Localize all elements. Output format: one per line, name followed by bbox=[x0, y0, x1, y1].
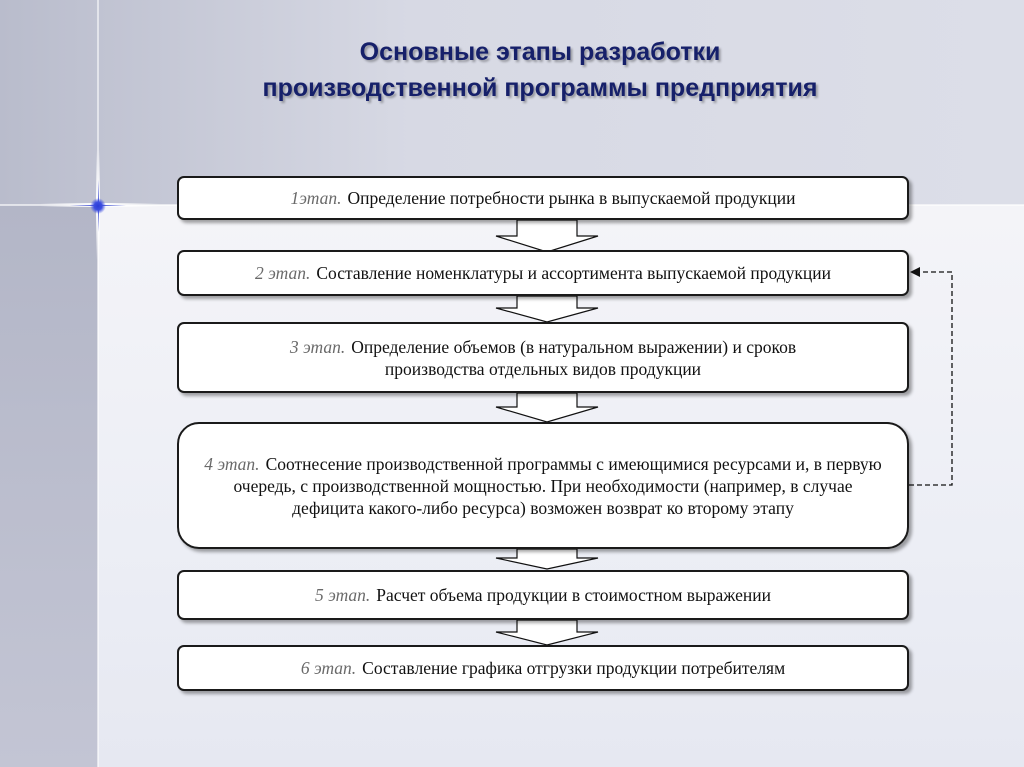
stage-text-4: Соотнесение производственной программы с имеющимися ресурсами и, в первую очередь, с производственной мощностью. При необходимости (например, в случае дефицита какого-либо ресурса) возможен возврат ко второму этапу bbox=[233, 453, 882, 518]
stage-content-2 bbox=[255, 262, 831, 284]
stage-text-6: Составление графика отгрузки продукции потребителям bbox=[362, 658, 786, 678]
stage-content-5 bbox=[315, 584, 771, 606]
stage-box-2 bbox=[177, 250, 909, 296]
down-arrow-icon-1 bbox=[496, 220, 598, 252]
stage-content-4 bbox=[197, 453, 889, 519]
stage-label-1: 1этап. bbox=[290, 188, 342, 208]
stage-label-2: 2 этап. bbox=[255, 263, 311, 283]
stage-box-4 bbox=[177, 422, 909, 549]
stage-content-1 bbox=[291, 187, 796, 209]
stage-box-3 bbox=[177, 322, 909, 393]
stage-label-5: 5 этап. bbox=[314, 585, 371, 605]
stage-text-5: Расчет объема продукции в стоимостном выражении bbox=[376, 585, 772, 605]
title-line-1: Основные этапы разработки bbox=[359, 38, 721, 66]
stage-label-3: 3 этап. bbox=[289, 336, 346, 357]
stage-content-6 bbox=[301, 657, 785, 679]
down-arrow-icon-3 bbox=[496, 393, 598, 422]
stage-box-6 bbox=[177, 645, 909, 691]
down-arrow-icon-5 bbox=[496, 620, 598, 645]
stage-text-3: Определение объемов (в натуральном выражении) и сроков производства отдельных видов продукции bbox=[351, 336, 797, 379]
down-arrow-icon-2 bbox=[496, 296, 598, 322]
stage-box-1 bbox=[177, 176, 909, 220]
stage-label-6: 6 этап. bbox=[300, 658, 357, 678]
stage-box-5 bbox=[177, 570, 909, 620]
title-line-2: производственной программы предприятия bbox=[262, 74, 818, 102]
stage-text-2: Составление номенклатуры и ассортимента выпускаемой продукции bbox=[316, 263, 831, 283]
down-arrow-icon-4 bbox=[496, 549, 598, 569]
stage-label-4: 4 этап. bbox=[204, 453, 260, 474]
stage-text-1: Определение потребности рынка в выпускаемой продукции bbox=[347, 188, 796, 208]
feedback-arrow-icon bbox=[909, 272, 952, 485]
stage-content-3 bbox=[239, 336, 847, 380]
